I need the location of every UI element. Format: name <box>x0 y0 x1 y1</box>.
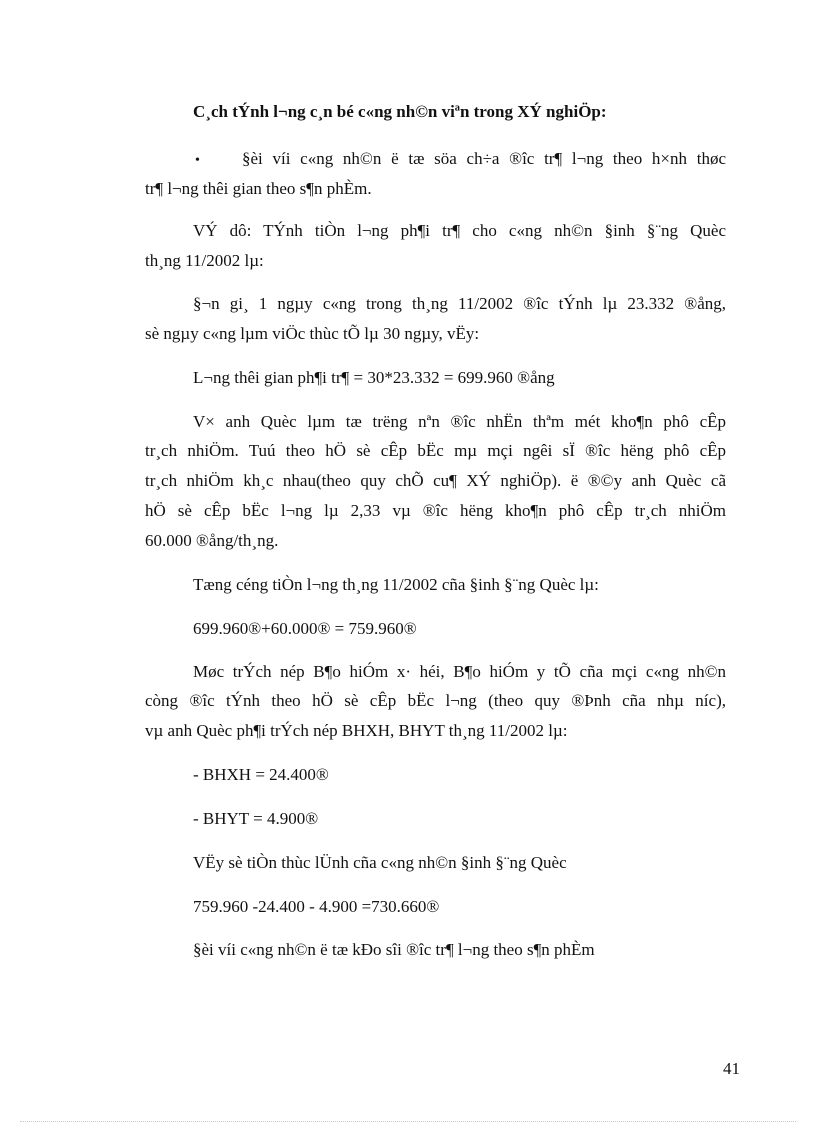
day-price-line-1: §¬n gi¸ 1 ngµy c«ng trong th¸ng 11/2002 ®îc tÝnh lµ 23.332 ®ång, <box>193 294 726 313</box>
net-label-line: VËy sè tiÒn thùc lÜnh cña c«ng nh©n §inh §¨ng Quèc <box>193 853 567 872</box>
bullet-line-2: tr¶ l¬ng thêi gian theo s¶n phÈm. <box>145 179 372 198</box>
responsibility-line-3: tr¸ch nhiÖm kh¸c nhau(theo quy chÕ cu¶ XÝ nghiÖp). ë ®©y anh Quèc cã <box>145 471 726 490</box>
bullet-icon: • <box>195 153 200 168</box>
total-calc-line: 699.960®+60.000® = 759.960® <box>193 619 417 638</box>
wood-team-line: §èi víi c«ng nh©n ë tæ kÐo sîi ®îc tr¶ l¬ng theo s¶n phÈm <box>193 940 595 959</box>
section-heading: C¸ch tÝnh l¬ng c¸n bé c«ng nh©n viªn trong XÝ nghiÖp: <box>193 102 607 121</box>
example-line-2: th¸ng 11/2002 lµ: <box>145 251 264 270</box>
responsibility-line-2: tr¸ch nhiÖm. Tuú theo hÖ sè cÊp bËc mµ mçi ngêi sÏ ®îc hëng phô cÊp <box>145 441 726 460</box>
insurance-line-3: vµ anh Quèc ph¶i trÝch nép BHXH, BHYT th¸ng 11/2002 lµ: <box>145 721 568 740</box>
bhxh-line: - BHXH = 24.400® <box>193 765 329 784</box>
day-price-line-2: sè ngµy c«ng lµm viÖc thùc tÕ lµ 30 ngµy, vËy: <box>145 324 480 343</box>
responsibility-line-1: V× anh Quèc lµm tæ trëng nªn ®îc nhËn thªm mét kho¶n phô cÊp <box>193 412 726 431</box>
footer-divider <box>20 1121 796 1122</box>
page-number: 41 <box>723 1059 740 1078</box>
responsibility-line-4: hÖ sè cÊp bËc l¬ng lµ 2,33 vµ ®îc hëng kho¶n phô cÊp tr¸ch nhiÖm <box>145 501 726 520</box>
net-calc-line: 759.960 -24.400 - 4.900 =730.660® <box>193 897 440 916</box>
bullet-line-1: §èi víi c«ng nh©n ë tæ söa ch÷a ®îc tr¶ l¬ng theo h×nh thøc <box>242 149 726 168</box>
example-line-1: VÝ dô: TÝnh tiÒn l¬ng ph¶i tr¶ cho c«ng nh©n §inh §¨ng Quèc <box>193 221 726 240</box>
responsibility-line-5: 60.000 ®ång/th¸ng. <box>145 531 279 550</box>
insurance-line-1: Møc trÝch nép B¶o hiÓm x· héi, B¶o hiÓm y tÕ cña mçi c«ng nh©n <box>193 662 726 681</box>
insurance-line-2: còng ®îc tÝnh theo hÖ sè cÊp bËc l¬ng (theo quy ®Þnh cña nhµ níc), <box>145 691 726 710</box>
bhyt-line: - BHYT = 4.900® <box>193 809 319 828</box>
total-label-line: Tæng céng tiÒn l¬ng th¸ng 11/2002 cña §inh §¨ng Quèc lµ: <box>193 575 599 594</box>
time-salary-line: L¬ng thêi gian ph¶i tr¶ = 30*23.332 = 699.960 ®ång <box>193 368 555 387</box>
